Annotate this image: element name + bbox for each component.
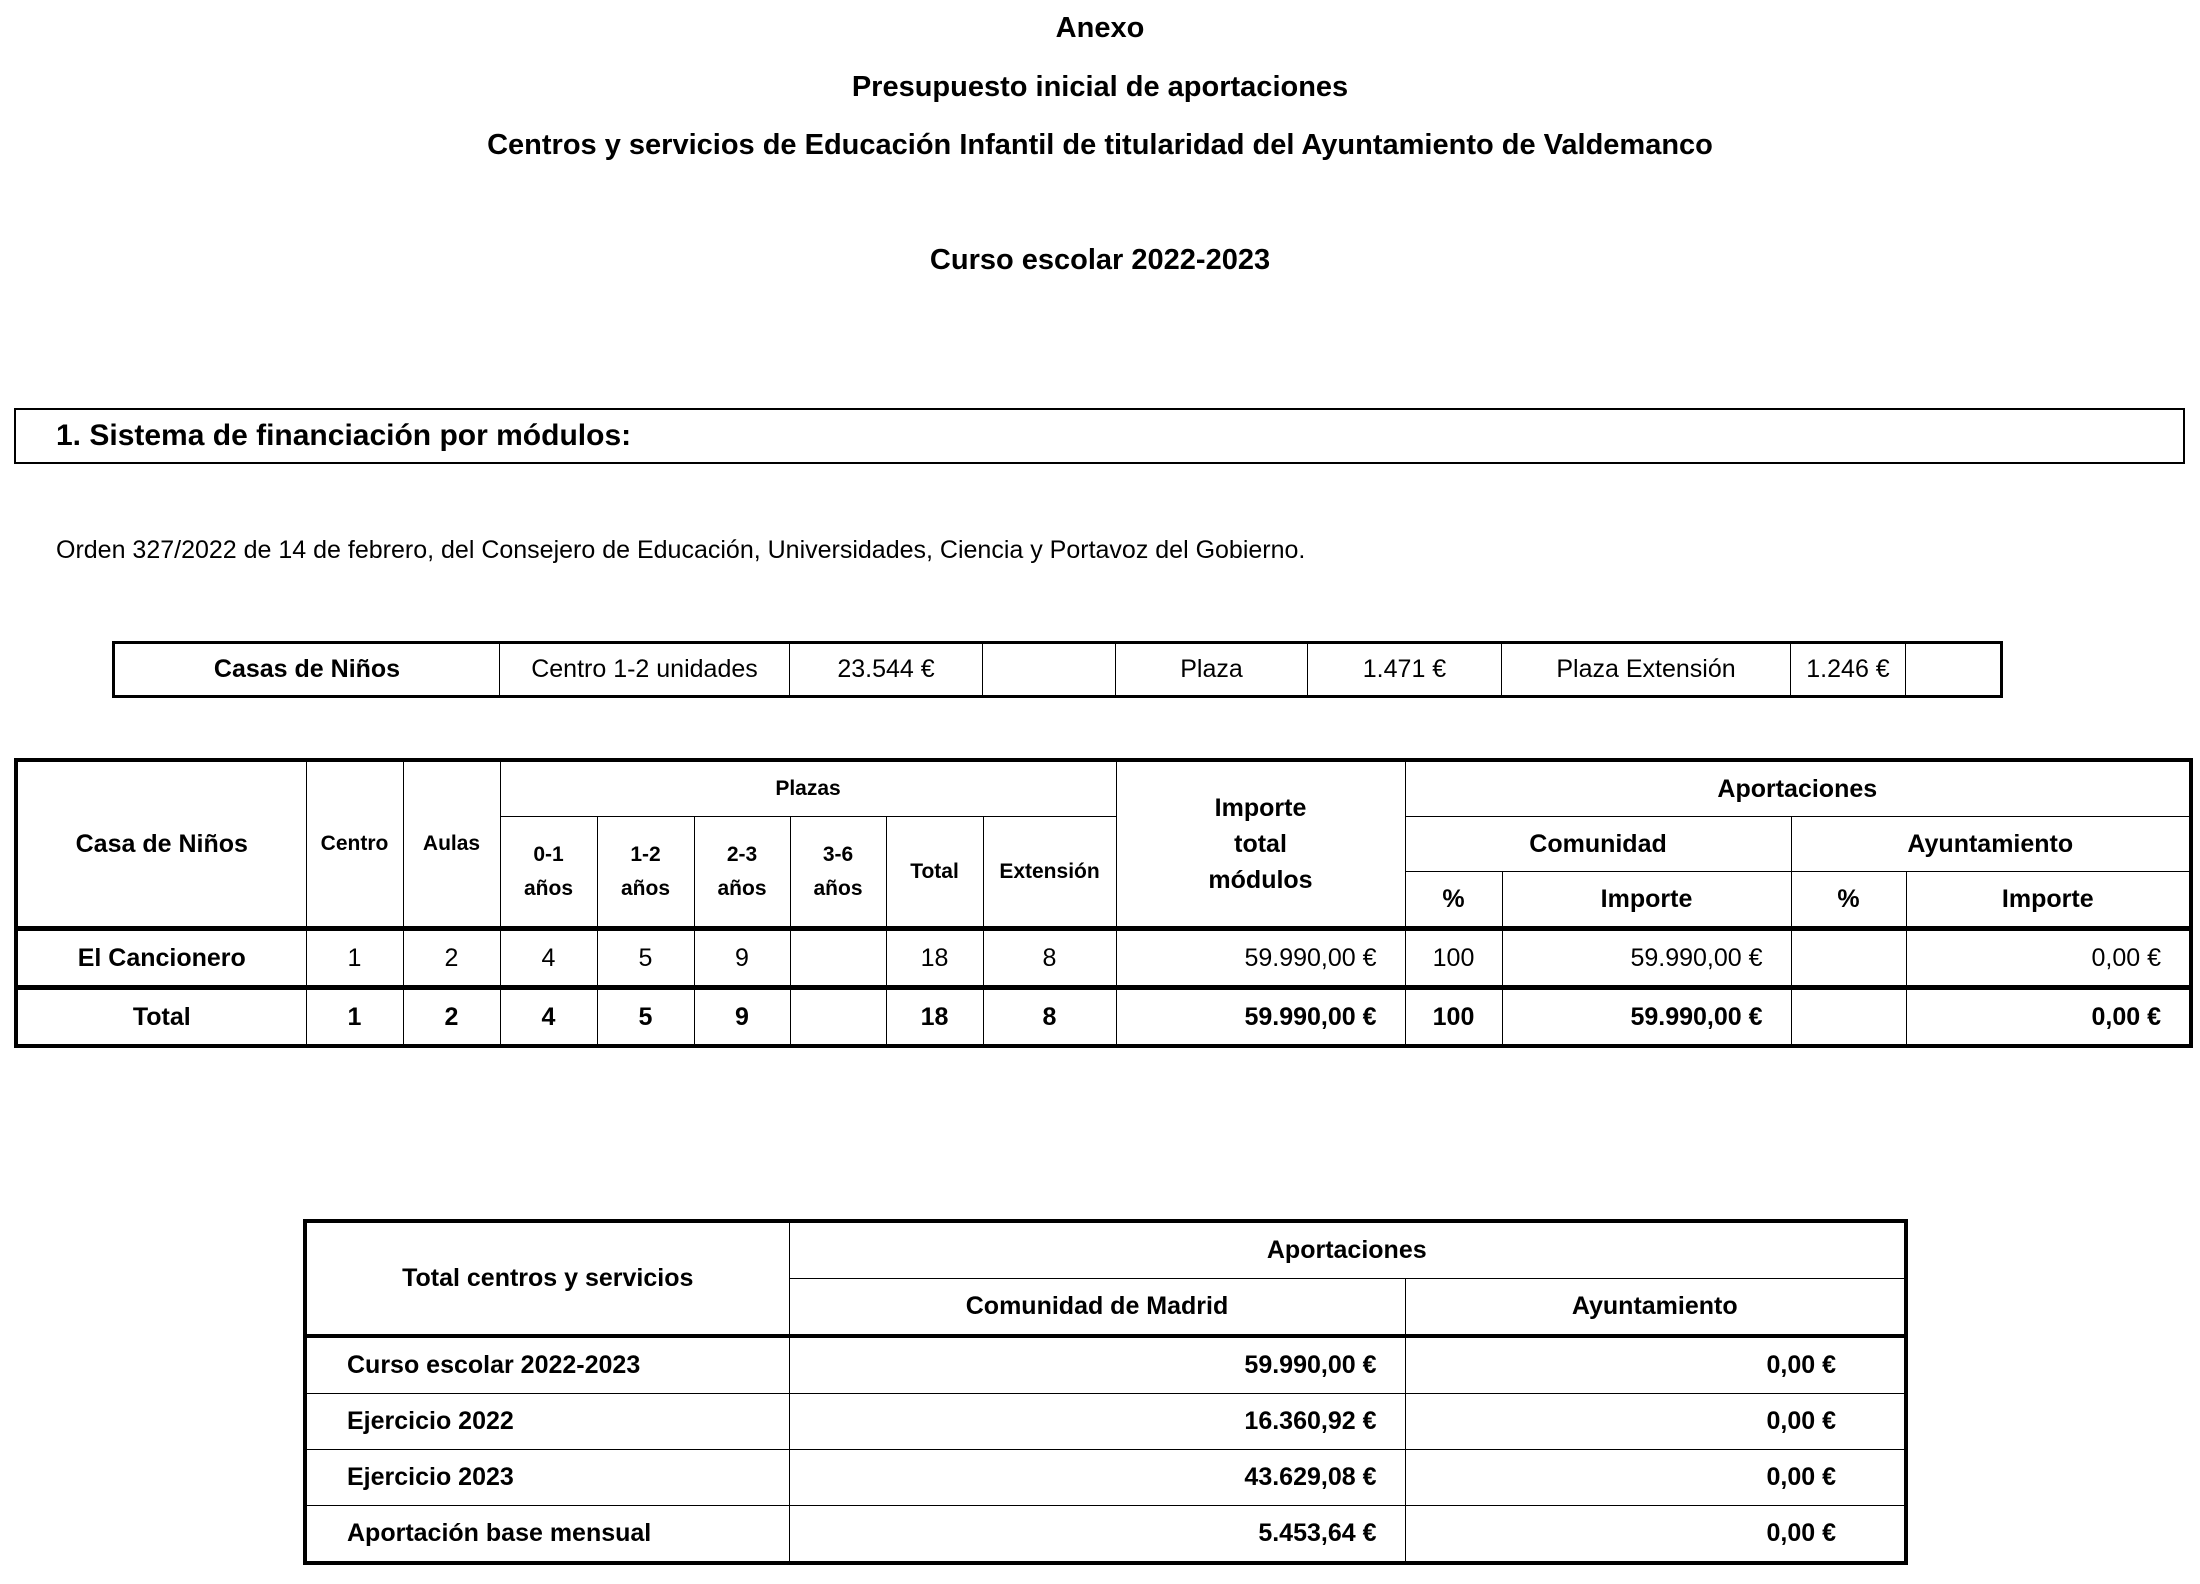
summary-label: Ejercicio 2023: [305, 1450, 789, 1506]
table-row: [305, 1394, 1906, 1450]
row-com-pct: 100: [1405, 988, 1502, 1047]
header-aportaciones: Aportaciones: [1405, 760, 2191, 817]
summary-ayuntamiento: 0,00 €: [1405, 1450, 1906, 1506]
row-a36: [790, 988, 886, 1047]
header-comunidad-importe: Importe: [1502, 872, 1791, 929]
table-row: [305, 1506, 1906, 1564]
age-unit: años: [523, 876, 573, 900]
order-reference: Orden 327/2022 de 14 de febrero, del Consejero de Educación, Universidades, Ciencia y Portavoz del Gobierno.: [56, 536, 1306, 564]
summary-table: [303, 1219, 1908, 1565]
total-row: [16, 988, 2191, 1047]
row-centro: 1: [306, 929, 403, 988]
row-importe-total: 59.990,00 €: [1116, 929, 1405, 988]
header-age-2-3: [694, 817, 790, 929]
summary-ayuntamiento: 0,00 €: [1405, 1506, 1906, 1564]
row-ayto-importe: 0,00 €: [1906, 929, 2191, 988]
row-ayto-importe: 0,00 €: [1906, 988, 2191, 1047]
row-total: 18: [886, 929, 983, 988]
row-aulas: 2: [403, 929, 500, 988]
summary-header-ayuntamiento: Ayuntamiento: [1405, 1279, 1906, 1337]
summary-comunidad: 5.453,64 €: [789, 1506, 1405, 1564]
summary-label: Curso escolar 2022-2023: [305, 1336, 789, 1394]
centro-value: 23.544 €: [790, 643, 983, 697]
row-centro: 1: [306, 988, 403, 1047]
module-rates-table: [112, 641, 2003, 698]
summary-header-total: Total centros y servicios: [305, 1221, 789, 1336]
row-name: El Cancionero: [16, 929, 306, 988]
plaza-label: Plaza: [1116, 643, 1308, 697]
header-importe-line1: Importe: [1214, 794, 1307, 822]
header-age-3-6: [790, 817, 886, 929]
age-range: 1-2: [630, 842, 661, 866]
age-unit: años: [813, 876, 863, 900]
annex-title: Anexo: [1055, 12, 1145, 44]
row-total: 18: [886, 988, 983, 1047]
age-range: 3-6: [822, 842, 854, 866]
header-total: Total: [886, 817, 983, 929]
row-com-importe: 59.990,00 €: [1502, 929, 1791, 988]
centro-label: Centro 1-2 unidades: [500, 643, 790, 697]
casa-de-ninos-table: [14, 758, 2193, 1048]
document-title: Presupuesto inicial de aportaciones: [851, 71, 1349, 103]
header-importe-total: [1116, 760, 1405, 929]
row-a01: 4: [500, 929, 597, 988]
header-extension: Extensión: [983, 817, 1116, 929]
document-subtitle: Centros y servicios de Educación Infantil de titularidad del Ayuntamiento de Valdemanco: [487, 129, 1713, 161]
header-ayuntamiento: Ayuntamiento: [1791, 817, 2191, 872]
row-a23: 9: [694, 929, 790, 988]
header-ayuntamiento-pct: %: [1791, 872, 1906, 929]
summary-comunidad: 59.990,00 €: [789, 1336, 1405, 1394]
section-heading: 1. Sistema de financiación por módulos:: [14, 408, 2185, 464]
header-importe-line3: módulos: [1208, 866, 1313, 894]
header-age-0-1: [500, 817, 597, 929]
summary-label: Aportación base mensual: [305, 1506, 789, 1564]
header-ayuntamiento-importe: Importe: [1906, 872, 2191, 929]
summary-comunidad: 43.629,08 €: [789, 1450, 1405, 1506]
header-comunidad: Comunidad: [1405, 817, 1791, 872]
plaza-value: 1.471 €: [1308, 643, 1502, 697]
summary-ayuntamiento: 0,00 €: [1405, 1394, 1906, 1450]
table-row: [16, 929, 2191, 988]
row-a23: 9: [694, 988, 790, 1047]
header-comunidad-pct: %: [1405, 872, 1502, 929]
row-ayto-pct: [1791, 988, 1906, 1047]
header-age-1-2: [597, 817, 694, 929]
age-unit: años: [620, 876, 670, 900]
course-title: Curso escolar 2022-2023: [929, 244, 1271, 276]
table-row: [305, 1450, 1906, 1506]
summary-header-aportaciones: Aportaciones: [789, 1221, 1906, 1279]
row-com-pct: 100: [1405, 929, 1502, 988]
row-a12: 5: [597, 929, 694, 988]
row-importe-total: 59.990,00 €: [1116, 988, 1405, 1047]
age-range: 2-3: [726, 842, 758, 866]
row-name: Total: [16, 988, 306, 1047]
header-plazas: Plazas: [500, 760, 1116, 817]
modules-label: Casas de Niños: [114, 643, 500, 697]
empty-cell: [983, 643, 1116, 697]
extension-value: 1.246 €: [1791, 643, 1906, 697]
header-casa: Casa de Niños: [16, 760, 306, 929]
header-aulas: Aulas: [403, 760, 500, 929]
age-range: 0-1: [533, 842, 564, 866]
row-a12: 5: [597, 988, 694, 1047]
row-a01: 4: [500, 988, 597, 1047]
row-com-importe: 59.990,00 €: [1502, 988, 1791, 1047]
empty-cell: [1906, 643, 2002, 697]
row-ayto-pct: [1791, 929, 1906, 988]
row-extension: 8: [983, 988, 1116, 1047]
summary-comunidad: 16.360,92 €: [789, 1394, 1405, 1450]
extension-label: Plaza Extensión: [1502, 643, 1791, 697]
header-importe-line2: total: [1234, 830, 1287, 858]
summary-header-comunidad: Comunidad de Madrid: [789, 1279, 1405, 1337]
row-a36: [790, 929, 886, 988]
header-centro: Centro: [306, 760, 403, 929]
age-unit: años: [717, 876, 767, 900]
summary-label: Ejercicio 2022: [305, 1394, 789, 1450]
row-extension: 8: [983, 929, 1116, 988]
summary-ayuntamiento: 0,00 €: [1405, 1336, 1906, 1394]
row-aulas: 2: [403, 988, 500, 1047]
table-row: [305, 1336, 1906, 1394]
